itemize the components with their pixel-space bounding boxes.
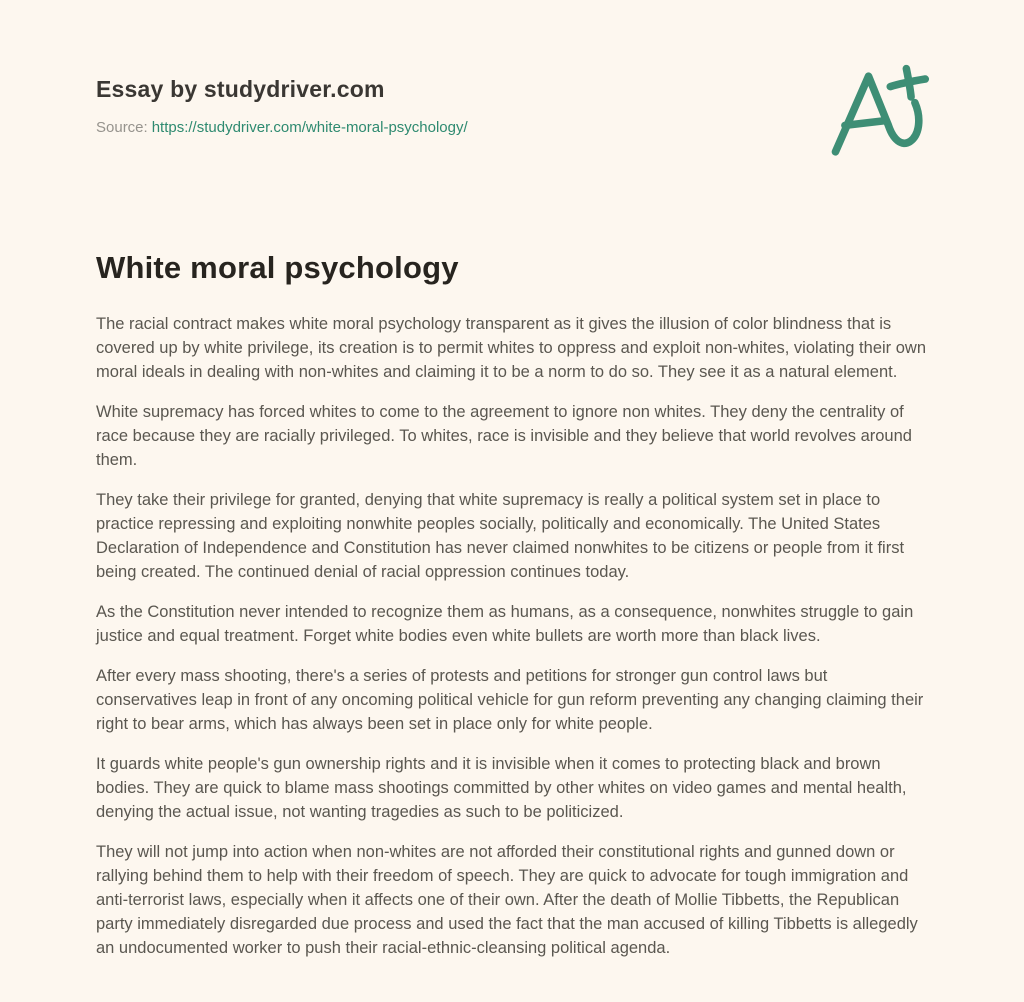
essay-body [96,312,928,960]
essay-title: White moral psychology [96,250,459,285]
essay-paragraph: After every mass shooting, there's a series of protests and petitions for stronger gun control laws but conservatives leap in front of any oncoming political vehicle for gun reform preventing any changing claiming their right to bear arms, which has always been set in place only for white people. [96,667,924,733]
source-url-link[interactable]: https://studydriver.com/white-moral-psychology/ [151,119,468,136]
essay-paragraph: It guards white people's gun ownership rights and it is invisible when it comes to protecting black and brown bodies. They are quick to blame mass shootings committed by other whites on video games and mental health, denying the actual issue, not wanting tragedies as such to be politicized. [96,755,907,821]
essay-paragraph: They take their privilege for granted, denying that white supremacy is really a political system set in place to practice repressing and exploiting nonwhite peoples socially, politically and economically. The United States Declaration of Independence and Constitution has never claimed nonwhites to be citizens or people from it first being created. The continued denial of racial oppression continues today. [96,491,905,581]
essay-paragraph: White supremacy has forced whites to come to the agreement to ignore non whites. They deny the centrality of race because they are racially privileged. To whites, race is invisible and they believe that world revolves around them. [96,403,912,469]
essay-paragraph: They will not jump into action when non-whites are not afforded their constitutional rights and gunned down or rallying behind them to help with their freedom of speech. They are quick to advocate for tough immigration and anti-terrorist laws, especially when it affects one of their own. After the death of Mollie Tibbetts, the Republican party immediately disregarded due process and used the fact that the man accused of killing Tibbetts is allegedly an undocumented worker to push their racial-ethnic-cleansing political agenda. [96,843,918,957]
studydriver-a-plus-logo-icon [826,60,930,168]
source-label: Source: [96,119,148,136]
essay-paragraph: As the Constitution never intended to recognize them as humans, as a consequence, nonwhites struggle to gain justice and equal treatment. Forget white bodies even white bullets are worth more than black lives. [96,603,914,645]
essay-paragraph: The racial contract makes white moral psychology transparent as it gives the illusion of color blindness that is covered up by white privilege, its creation is to permit whites to oppress and exploit non-whites, violating their own moral ideals in dealing with non-whites and claiming it to be a norm to do so. They see it as a natural element. [96,315,927,381]
source-row [96,119,928,136]
page-header-title: Essay by studydriver.com [96,76,385,102]
